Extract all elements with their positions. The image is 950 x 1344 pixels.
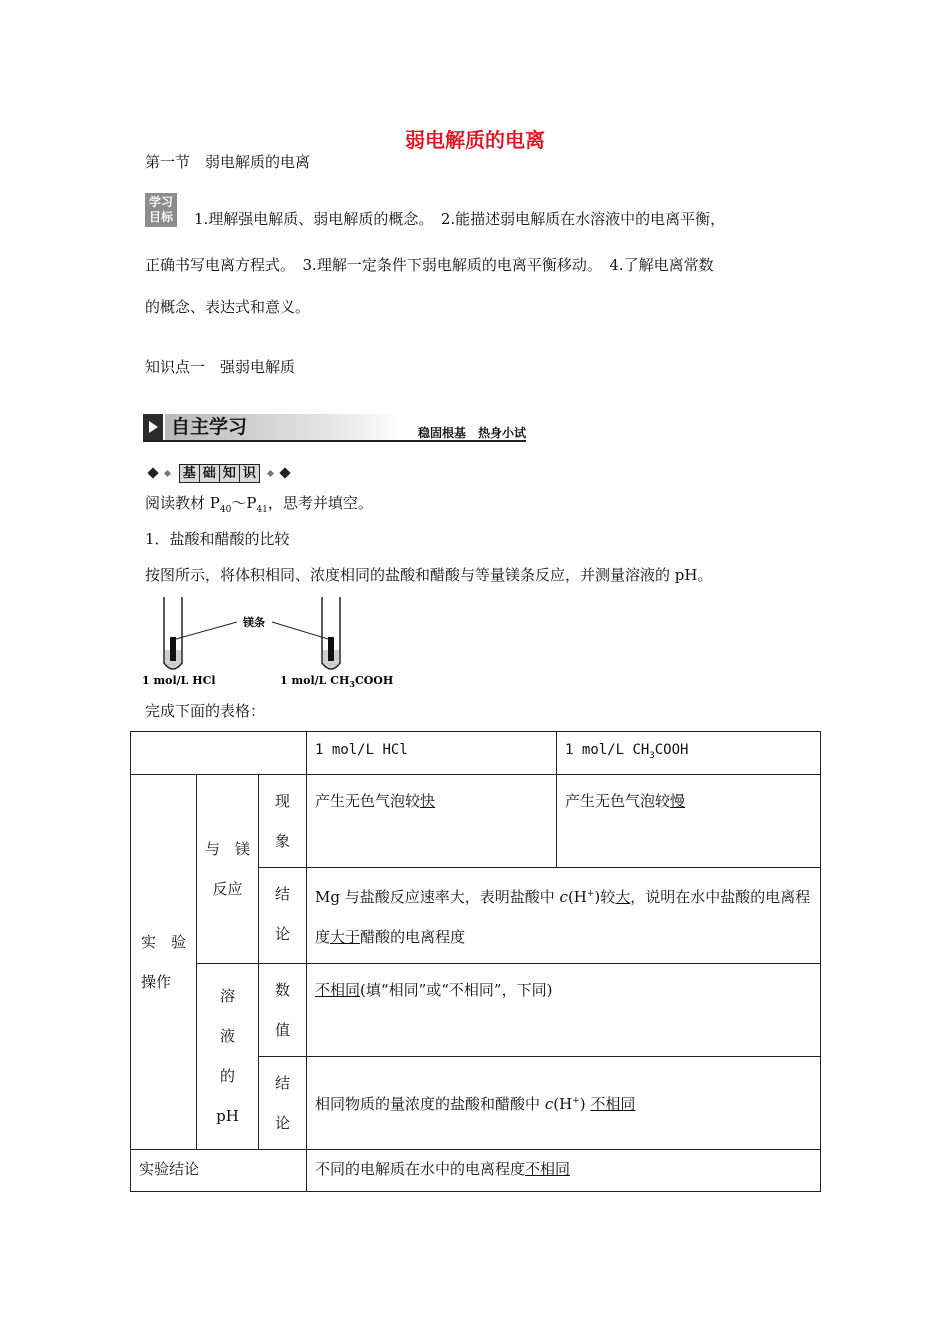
pointer-line-left <box>176 622 237 639</box>
complete-table-instruction: 完成下面的表格： <box>145 702 266 720</box>
page-title: 弱电解质的电离 <box>405 128 545 152</box>
diamond-icon <box>279 467 290 478</box>
basic-knowledge-label <box>145 463 293 483</box>
acetic-phenomenon-cell <box>557 774 821 867</box>
conclusion-text: ，说明在水中盐酸的电离程度 <box>315 887 811 946</box>
magnesium-strip-left <box>170 637 176 661</box>
reading-instruction <box>145 492 373 515</box>
basic-char: 知 <box>219 464 240 483</box>
solution-ph-label: 溶 液 的 pH <box>197 963 259 1149</box>
learning-goal-badge <box>145 193 177 227</box>
hcl-label: 1 mol/L HCl <box>142 674 216 687</box>
read-mid: ～P <box>231 494 257 512</box>
table-row <box>131 1149 821 1191</box>
self-study-subtitle: 稳固根基 热身小试 <box>417 426 526 440</box>
pointer-line-right <box>272 622 328 639</box>
acetic-label-pre: 1 mol/L CH <box>280 674 350 687</box>
acetic-label-sub: 3 <box>349 679 355 689</box>
conclusion-text: )较 <box>594 887 616 906</box>
conclusion-label: 结 论 <box>259 867 307 963</box>
comparison-table <box>130 731 821 1192</box>
badge-text-bottom: 目标 <box>148 210 173 224</box>
table-row <box>131 732 821 775</box>
value-note: (填“相同”或“不相同”，下同) <box>360 980 553 999</box>
diamond-small-icon <box>164 469 171 476</box>
conclusion-text: Mg 与盐酸反应速率大，表明盐酸中 <box>315 887 560 906</box>
experiment-conclusion-cell <box>307 1149 821 1191</box>
goals-line-3: 的概念、表达式和意义。 <box>145 298 311 316</box>
conclusion-answer: 大 <box>615 887 631 906</box>
conc-symbol: c <box>544 1095 554 1114</box>
table-row <box>131 963 821 1056</box>
item-1-heading: 1．盐酸和醋酸的比较 <box>145 530 290 548</box>
header-acetic-sub: 3 <box>649 750 655 761</box>
acetic-phenomenon-text: 产生无色气泡较 <box>565 791 671 810</box>
basic-char: 础 <box>199 464 220 483</box>
conclusion2-text: ) <box>579 1095 591 1114</box>
basic-char: 识 <box>239 464 260 483</box>
charge-sup: + <box>572 1096 580 1107</box>
reaction-conclusion-cell <box>307 867 821 963</box>
table-row <box>131 774 821 867</box>
conclusion-text: 醋酸的电离程度 <box>360 927 466 946</box>
ph-value-cell <box>307 963 821 1056</box>
experiment-conclusion-answer: 不相同 <box>525 1159 571 1178</box>
diamond-icon <box>147 467 158 478</box>
value-answer: 不相同 <box>315 980 361 999</box>
table-corner-cell <box>131 732 307 775</box>
conclusion-text: (H <box>567 887 587 906</box>
read-prefix: 阅读教材 P <box>145 494 220 512</box>
conc-symbol: c <box>559 887 568 906</box>
experiment-conclusion-text: 不同的电解质在水中的电离程度 <box>315 1159 526 1178</box>
mg-reaction-label: 与 镁 反应 <box>197 774 259 963</box>
play-arrow-icon <box>143 414 163 440</box>
page-end: 41 <box>256 505 268 515</box>
self-study-title: 自主学习 <box>165 414 403 440</box>
experiment-conclusion-label: 实验结论 <box>131 1149 307 1191</box>
conclusion-label-2: 结 论 <box>259 1056 307 1149</box>
experiment-operation-label: 实 验 操作 <box>131 774 197 1149</box>
read-suffix: ，思考并填空。 <box>267 494 373 512</box>
section-heading: 第一节 弱电解质的电离 <box>145 153 311 171</box>
diamond-small-icon <box>267 469 274 476</box>
conclusion2-text: (H <box>553 1095 573 1114</box>
phenomenon-label: 现 象 <box>259 774 307 867</box>
header-acetic-pre: 1 mol/L CH <box>565 742 650 758</box>
mg-label: 镁条 <box>243 616 265 629</box>
hcl-phenomenon-cell <box>307 774 557 867</box>
charge-sup: + <box>586 888 595 899</box>
conclusion2-answer: 不相同 <box>590 1095 636 1114</box>
table-header-acetic <box>557 732 821 775</box>
conclusion-answer: 大于 <box>330 927 361 946</box>
goals-line-2: 正确书写电离方程式。 3.理解一定条件下弱电解质的电离平衡移动。 4.了解电离常数 <box>145 256 714 274</box>
value-label: 数 值 <box>259 963 307 1056</box>
ph-conclusion-cell <box>307 1056 821 1149</box>
acetic-label <box>280 674 393 689</box>
hcl-phenomenon-answer: 快 <box>420 791 436 810</box>
goals-line-1: 1.理解强电解质、弱电解质的概念。 2.能描述弱电解质在水溶液中的电离平衡， <box>194 210 726 228</box>
experiment-instruction: 按图所示，将体积相同、浓度相同的盐酸和醋酸与等量镁条反应，并测量溶液的 pH。 <box>145 566 713 584</box>
magnesium-strip-right <box>328 637 334 661</box>
hcl-phenomenon-text: 产生无色气泡较 <box>315 791 421 810</box>
table-header-hcl: 1 mol/L HCl <box>307 732 557 775</box>
page-start: 40 <box>219 505 232 515</box>
conclusion2-text: 相同物质的量浓度的盐酸和醋酸中 <box>315 1095 545 1114</box>
self-study-banner <box>143 414 526 442</box>
basic-char: 基 <box>179 464 200 483</box>
header-acetic-post: COOH <box>654 742 689 758</box>
acetic-label-post: COOH <box>354 674 394 687</box>
badge-text-top: 学习 <box>148 195 173 209</box>
acetic-phenomenon-answer: 慢 <box>670 791 686 810</box>
test-tube-figure <box>140 593 400 691</box>
knowledge-point-heading: 知识点一 强弱电解质 <box>145 358 296 376</box>
